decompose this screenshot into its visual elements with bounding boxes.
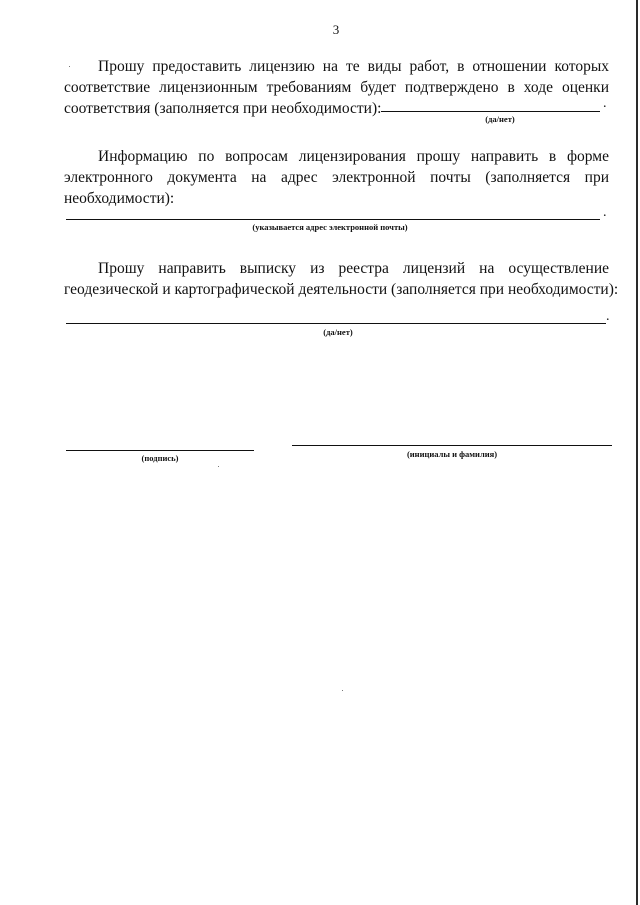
scan-speck xyxy=(218,466,219,467)
field-caption-email: (указывается адрес электронной почты) xyxy=(252,222,408,232)
field-end-mark: . xyxy=(606,309,610,324)
paragraph-line: необходимости): xyxy=(64,190,175,207)
scan-speck xyxy=(342,690,343,691)
field-caption-yes-no: (да/нет) xyxy=(485,114,515,124)
page-number: 3 xyxy=(332,22,340,37)
scan-speck xyxy=(69,66,70,67)
paragraph-license-types xyxy=(64,56,609,119)
paragraph-line: Информацию по вопросам лицензирования прошу направить в форме xyxy=(98,148,609,165)
field-end-mark: . xyxy=(603,96,607,111)
name-caption: (инициалы и фамилия) xyxy=(406,449,498,459)
answer-field-license-types[interactable] xyxy=(381,111,600,112)
paragraph-line: Прошу предоставить лицензию на те виды работ, в отношении которых xyxy=(98,58,609,75)
paragraph-line: электронного документа на адрес электронной почты (заполняется при xyxy=(64,169,609,186)
field-end-mark: . xyxy=(603,205,607,220)
answer-field-registry-extract[interactable] xyxy=(66,323,606,324)
answer-field-email[interactable] xyxy=(66,219,600,220)
signature-line[interactable] xyxy=(66,450,254,451)
paragraph-line: геодезической и картографической деятельности (заполняется при необходимости): xyxy=(64,281,619,298)
field-caption-yes-no: (да/нет) xyxy=(323,327,353,337)
paragraph-line: соответствие лицензионным требованиям будет подтверждено в ходе оценки xyxy=(64,79,609,96)
signature-caption: (подпись) xyxy=(141,453,179,463)
paragraph-line: Прошу направить выписку из реестра лицензий на осуществление xyxy=(98,260,609,277)
paragraph-registry-extract xyxy=(64,258,619,300)
name-line[interactable] xyxy=(292,445,612,446)
paragraph-email-info xyxy=(64,146,609,209)
paragraph-line: соответствия (заполняется при необходимости): xyxy=(64,100,382,117)
scan-edge xyxy=(636,0,638,905)
